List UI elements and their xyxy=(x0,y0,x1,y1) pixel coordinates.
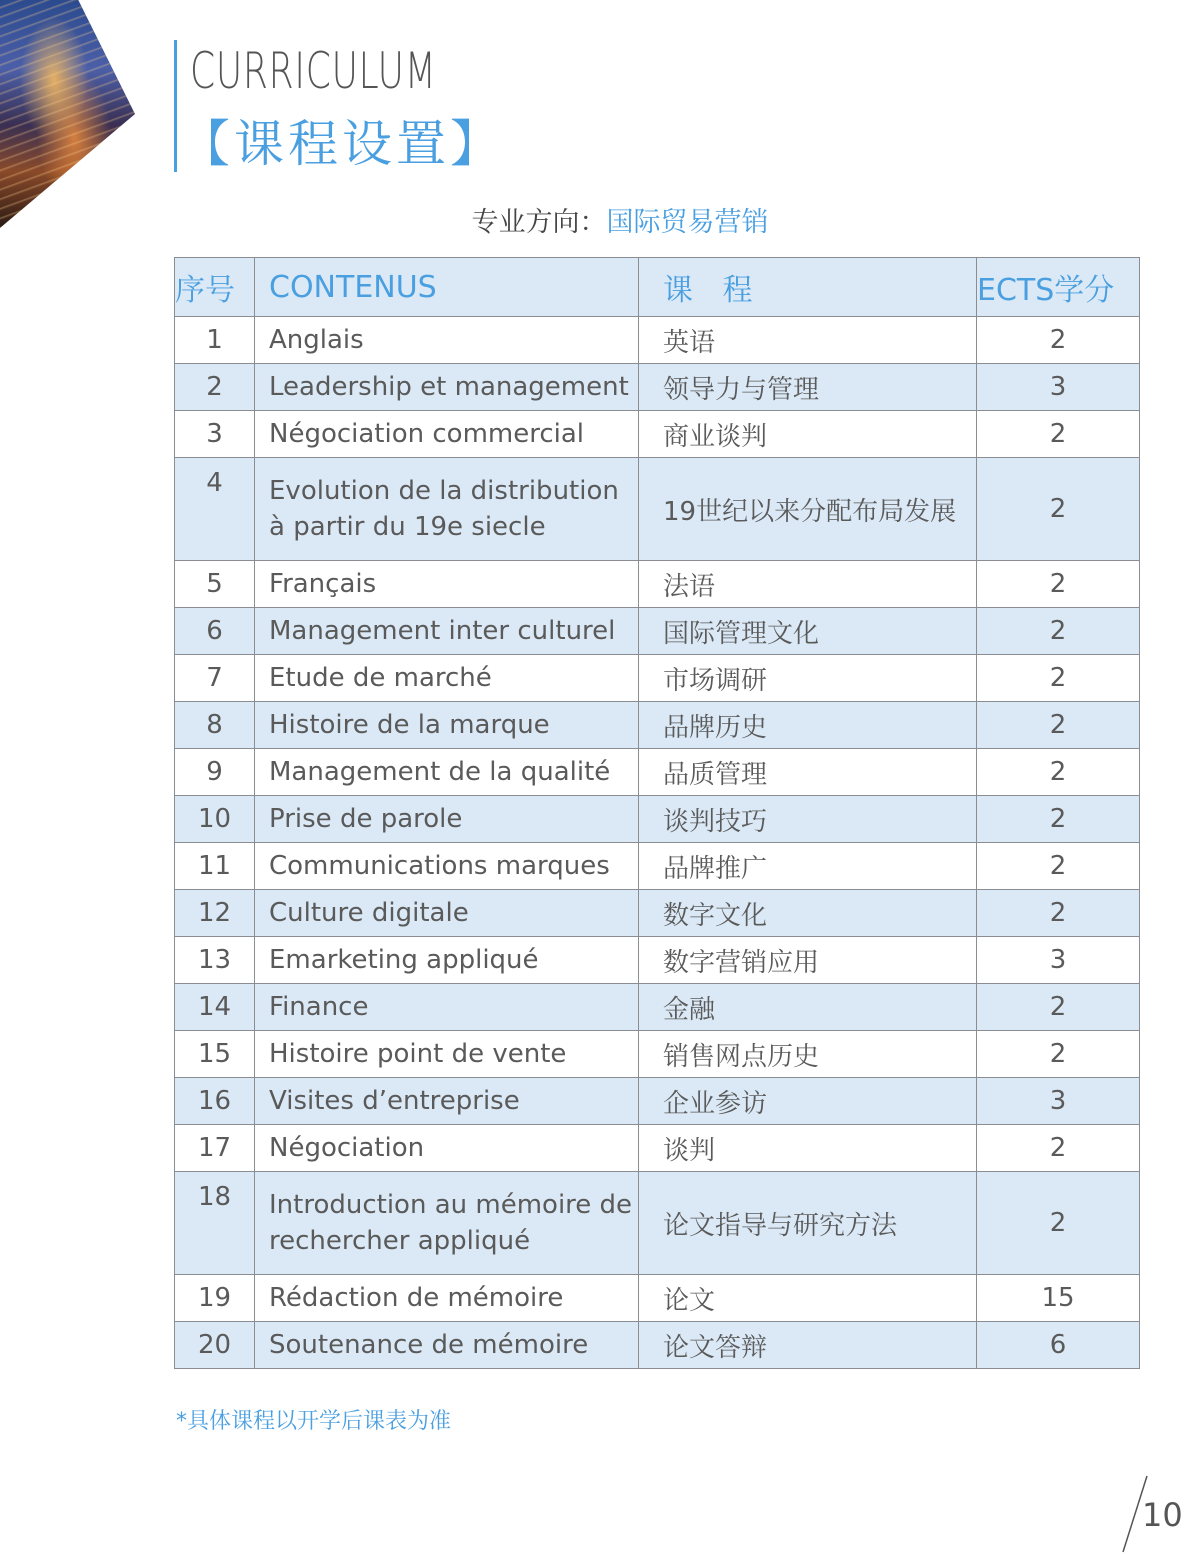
cell-ects: 3 xyxy=(977,937,1140,984)
cell-contenus-line: Management inter culturel xyxy=(269,616,616,646)
table-row xyxy=(175,796,1140,843)
cell-ects: 2 xyxy=(977,411,1140,458)
major-direction xyxy=(0,200,1200,239)
table-row xyxy=(175,1172,1140,1275)
cell-course: 领导力与管理 xyxy=(639,364,977,411)
cell-ects: 2 xyxy=(977,1125,1140,1172)
cell-number: 5 xyxy=(175,561,255,608)
page-number: 10 xyxy=(1142,1496,1183,1534)
cell-course: 数字营销应用 xyxy=(639,937,977,984)
cell-course: 法语 xyxy=(639,561,977,608)
cell-number: 18 xyxy=(175,1172,255,1275)
cell-course: 谈判技巧 xyxy=(639,796,977,843)
cell-contenus-line: Etude de marché xyxy=(269,663,492,693)
cell-number: 3 xyxy=(175,411,255,458)
table-row xyxy=(175,843,1140,890)
table-row xyxy=(175,1275,1140,1322)
table-row xyxy=(175,364,1140,411)
cell-ects: 2 xyxy=(977,890,1140,937)
page-title-cn: 【课程设置】 xyxy=(180,115,504,173)
cell-contenus xyxy=(255,796,639,843)
cell-ects: 2 xyxy=(977,655,1140,702)
page-title-en: CURRICULUM xyxy=(190,42,437,100)
cell-number: 6 xyxy=(175,608,255,655)
footnote: *具体课程以开学后课表为准 xyxy=(176,1409,452,1434)
cell-contenus-line: Finance xyxy=(269,992,369,1022)
table-row xyxy=(175,749,1140,796)
cell-contenus xyxy=(255,1322,639,1369)
cell-contenus-line: Histoire de la marque xyxy=(269,710,550,740)
cell-contenus xyxy=(255,561,639,608)
table-header-row xyxy=(175,258,1140,317)
cell-number: 12 xyxy=(175,890,255,937)
cell-ects: 2 xyxy=(977,317,1140,364)
table-row xyxy=(175,411,1140,458)
title-accent-bar xyxy=(174,40,177,172)
cell-ects: 2 xyxy=(977,458,1140,561)
cell-contenus xyxy=(255,702,639,749)
header-ects: ECTS学分 xyxy=(977,258,1140,317)
table-row xyxy=(175,937,1140,984)
cell-contenus-line: Visites d’entreprise xyxy=(269,1086,520,1116)
cell-contenus-line: Introduction au mémoire de xyxy=(269,1190,633,1220)
cell-number: 19 xyxy=(175,1275,255,1322)
cell-number: 10 xyxy=(175,796,255,843)
cell-course: 论文 xyxy=(639,1275,977,1322)
cell-course: 英语 xyxy=(639,317,977,364)
table-row xyxy=(175,317,1140,364)
cell-course: 品牌历史 xyxy=(639,702,977,749)
cell-ects: 3 xyxy=(977,364,1140,411)
cell-contenus-line: rechercher appliqué xyxy=(269,1226,531,1256)
header-contenus: CONTENUS xyxy=(255,258,639,317)
cell-ects: 2 xyxy=(977,561,1140,608)
cell-contenus-line: Leadership et management xyxy=(269,372,629,402)
table-row xyxy=(175,1031,1140,1078)
cell-contenus xyxy=(255,1031,639,1078)
cell-ects: 2 xyxy=(977,749,1140,796)
cell-contenus xyxy=(255,843,639,890)
cell-contenus-line: Prise de parole xyxy=(269,804,463,834)
cell-number: 9 xyxy=(175,749,255,796)
cell-ects: 2 xyxy=(977,1031,1140,1078)
cell-course: 金融 xyxy=(639,984,977,1031)
cell-number: 15 xyxy=(175,1031,255,1078)
cell-contenus xyxy=(255,411,639,458)
cell-course: 品牌推广 xyxy=(639,843,977,890)
cell-course: 论文指导与研究方法 xyxy=(639,1172,977,1275)
table-row xyxy=(175,655,1140,702)
cell-contenus-line: Management de la qualité xyxy=(269,757,611,787)
cell-number: 17 xyxy=(175,1125,255,1172)
corner-photo-lights xyxy=(0,0,135,228)
cell-ects: 2 xyxy=(977,984,1140,1031)
cell-ects: 2 xyxy=(977,1172,1140,1275)
cell-contenus-line: Evolution de la distribution xyxy=(269,476,619,506)
cell-contenus xyxy=(255,937,639,984)
table-row xyxy=(175,702,1140,749)
cell-contenus-line: Culture digitale xyxy=(269,898,469,928)
cell-number: 20 xyxy=(175,1322,255,1369)
cell-contenus xyxy=(255,1125,639,1172)
cell-contenus xyxy=(255,890,639,937)
cell-contenus-line: Anglais xyxy=(269,325,364,355)
curriculum-table xyxy=(174,257,1140,1369)
cell-course: 论文答辩 xyxy=(639,1322,977,1369)
cell-contenus xyxy=(255,749,639,796)
cell-contenus xyxy=(255,458,639,561)
cell-ects: 6 xyxy=(977,1322,1140,1369)
header-course: 课 程 xyxy=(639,258,977,317)
cell-contenus-line: Rédaction de mémoire xyxy=(269,1283,564,1313)
cell-number: 16 xyxy=(175,1078,255,1125)
major-direction-label: 专业方向： xyxy=(471,207,607,238)
cell-contenus-line: Emarketing appliqué xyxy=(269,945,539,975)
cell-course: 国际管理文化 xyxy=(639,608,977,655)
cell-course: 19世纪以来分配布局发展 xyxy=(639,458,977,561)
cell-course: 谈判 xyxy=(639,1125,977,1172)
cell-contenus-line: Négociation commercial xyxy=(269,419,585,449)
cell-ects: 2 xyxy=(977,796,1140,843)
cell-course: 数字文化 xyxy=(639,890,977,937)
cell-contenus xyxy=(255,984,639,1031)
table-row xyxy=(175,1125,1140,1172)
cell-contenus xyxy=(255,1275,639,1322)
cell-number: 11 xyxy=(175,843,255,890)
cell-contenus-line: Communications marques xyxy=(269,851,610,881)
cell-course: 企业参访 xyxy=(639,1078,977,1125)
table-row xyxy=(175,1322,1140,1369)
cell-number: 13 xyxy=(175,937,255,984)
cell-number: 2 xyxy=(175,364,255,411)
cell-contenus-line: Négociation xyxy=(269,1133,425,1163)
cell-ects: 15 xyxy=(977,1275,1140,1322)
cell-number: 1 xyxy=(175,317,255,364)
cell-contenus xyxy=(255,655,639,702)
table-row xyxy=(175,561,1140,608)
cell-ects: 2 xyxy=(977,702,1140,749)
cell-number: 4 xyxy=(175,458,255,561)
cell-number: 8 xyxy=(175,702,255,749)
major-direction-value: 国际贸易营销 xyxy=(606,207,769,238)
cell-contenus xyxy=(255,608,639,655)
cell-ects: 2 xyxy=(977,608,1140,655)
cell-course: 市场调研 xyxy=(639,655,977,702)
cell-contenus-line: Histoire point de vente xyxy=(269,1039,567,1069)
cell-course: 销售网点历史 xyxy=(639,1031,977,1078)
cell-contenus-line: à partir du 19e siecle xyxy=(269,512,546,542)
table-row xyxy=(175,458,1140,561)
table-row xyxy=(175,608,1140,655)
cell-contenus xyxy=(255,364,639,411)
cell-ects: 3 xyxy=(977,1078,1140,1125)
table-row xyxy=(175,890,1140,937)
cell-contenus-line: Français xyxy=(269,569,377,599)
header-number: 序号 xyxy=(175,258,255,317)
table-row xyxy=(175,1078,1140,1125)
cell-course: 商业谈判 xyxy=(639,411,977,458)
cell-number: 14 xyxy=(175,984,255,1031)
cell-number: 7 xyxy=(175,655,255,702)
table-row xyxy=(175,984,1140,1031)
cell-course: 品质管理 xyxy=(639,749,977,796)
cell-contenus xyxy=(255,1172,639,1275)
cell-contenus xyxy=(255,317,639,364)
cell-contenus-line: Soutenance de mémoire xyxy=(269,1330,589,1360)
cell-contenus xyxy=(255,1078,639,1125)
cell-ects: 2 xyxy=(977,843,1140,890)
